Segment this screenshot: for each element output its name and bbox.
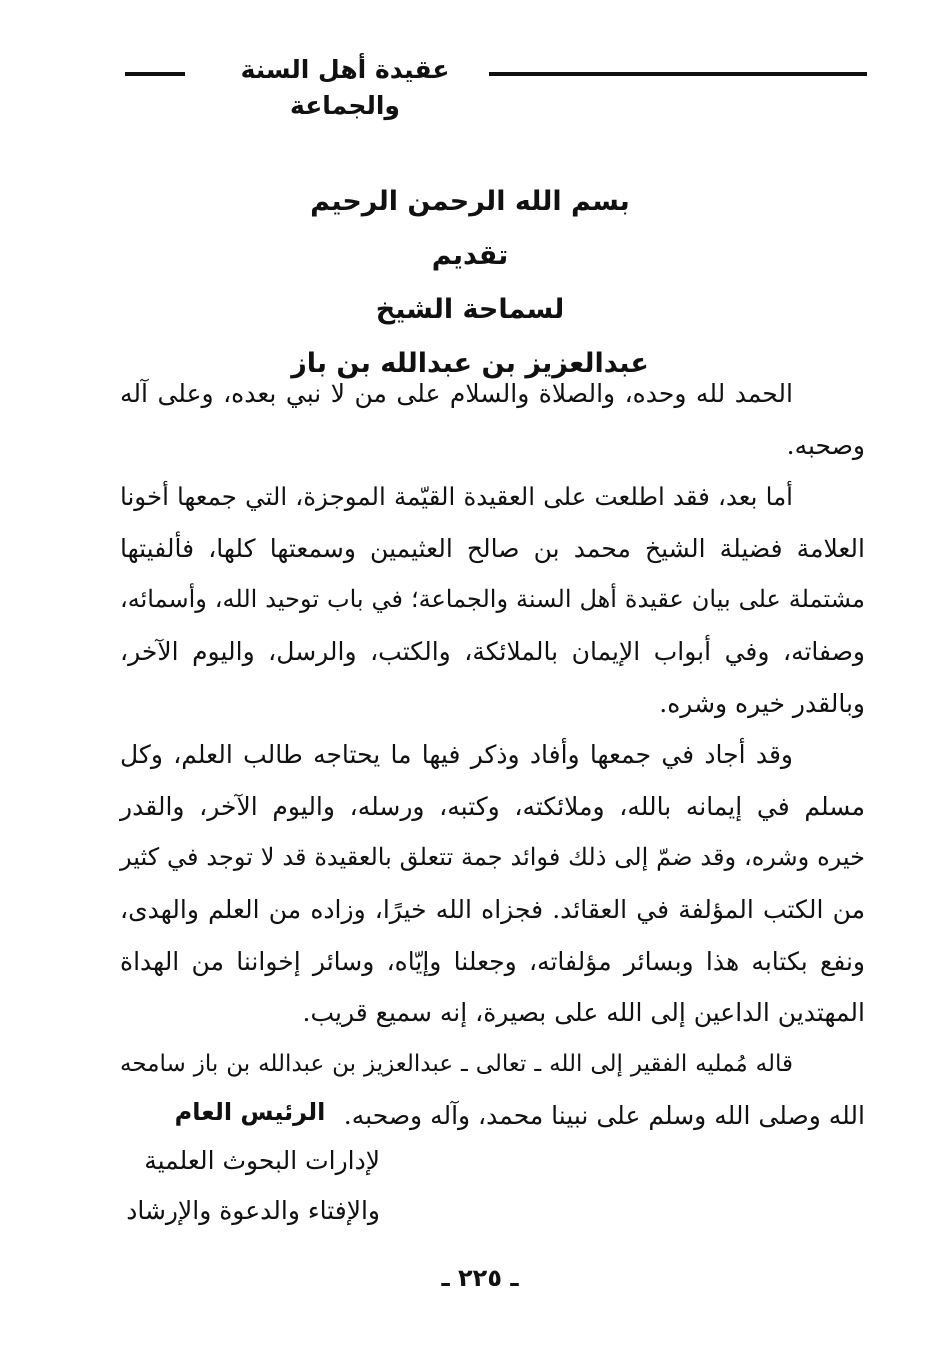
signature-title: الرئيس العام [174, 1098, 326, 1126]
body-text [120, 368, 865, 1142]
body-line: أما بعد، فقد اطلعت على العقيدة القيّمة الموجزة، التي جمعها أخونا [120, 482, 793, 512]
body-line: الحمد لله وحده، والصلاة والسلام على من لا نبي بعده، وعلى آله [120, 379, 793, 408]
body-line: وصفاته، وفي أبواب الإيمان بالملائكة، والكتب، والرسل، واليوم الآخر، [120, 636, 865, 666]
body-line: من الكتب المؤلفة في العقائد. فجزاه الله خيرًا، وزاده من العلم والهدى، [120, 894, 865, 924]
heading-author: عبدالعزيز بن عبدالله بن باز [291, 348, 649, 379]
heading-block [290, 175, 650, 391]
signature-block [120, 1088, 380, 1236]
body-line: المهتدين الداعين إلى الله على بصيرة، إنه سميع قريب. [302, 998, 865, 1028]
body-line: وبالقدر خيره وشره. [659, 688, 865, 718]
page-number: ـ ٢٢٥ ـ [441, 1264, 519, 1292]
heading-title: تقديم [431, 240, 509, 271]
body-line: وقد أجاد في جمعها وأفاد وذكر فيها ما يحتاجه طالب العلم، وكل [120, 740, 793, 770]
basmala: بسم الله الرحمن الرحيم [310, 186, 630, 217]
signature-line-1: لإدارات البحوث العلمية [144, 1146, 380, 1175]
running-title: عقيدة أهل السنة والجماعة [240, 55, 450, 120]
signature-line-2: والإفتاء والدعوة والإرشاد [126, 1196, 380, 1225]
body-line: مسلم في إيمانه بالله، وملائكته، وكتبه، ورسله، واليوم الآخر، والقدر [120, 791, 865, 821]
body-line: وصحبه. [786, 430, 865, 460]
body-line: العلامة فضيلة الشيخ محمد بن صالح العثيمين وسمعتها كلها، فألفيتها [120, 533, 865, 563]
body-line: مشتملة على بيان عقيدة أهل السنة والجماعة؛ في باب توحيد الله، وأسمائه، [120, 585, 865, 614]
header-rule-right [489, 72, 867, 76]
body-line: خيره وشره، وقد ضمّ إلى ذلك فوائد جمة تتعلق بالعقيدة قد لا توجد في كثير [120, 843, 865, 872]
body-line: ونفع بكتابه هذا وبسائر مؤلفاته، وجعلنا وإيّاه، وسائر إخواننا من الهداة [120, 946, 865, 976]
header-rule-left [125, 72, 185, 76]
body-line: قاله مُمليه الفقير إلى الله ـ تعالى ـ عبدالعزيز بن عبدالله بن باز سامحه [120, 1050, 793, 1077]
running-header [125, 52, 867, 120]
heading-subtitle: لسماحة الشيخ [375, 294, 565, 325]
body-line: الله وصلى الله وسلم على نبينا محمد، وآله وصحبه. [343, 1101, 865, 1131]
